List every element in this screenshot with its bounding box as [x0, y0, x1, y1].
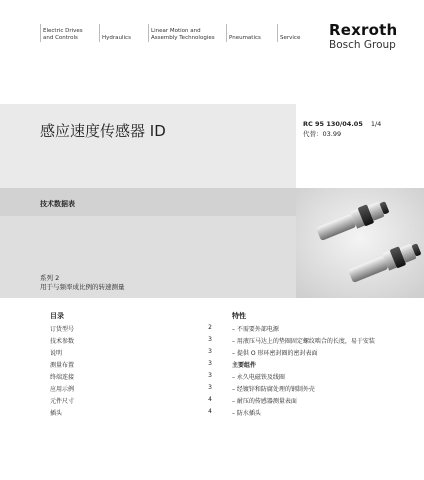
brand-name: Rexroth [329, 21, 398, 39]
contents-item-page: 3 [208, 336, 212, 343]
contents-title: 目录 [50, 312, 64, 320]
document-code [303, 120, 381, 128]
feature-item: – 提供 O 形环密封圈的密封表面 [232, 350, 318, 357]
replaces-note: 代替：03.99 [303, 130, 342, 138]
feature-item: – 用液压马达上的垫圈固定螺纹啮合的长度，易于安装 [232, 338, 375, 345]
contents-item-page: 3 [208, 348, 212, 355]
header-divider [226, 24, 227, 42]
header-bar [0, 0, 424, 88]
contents-item [50, 324, 212, 333]
contents-item-page: 3 [208, 360, 212, 367]
main-components-title: 主要组件 [232, 362, 257, 369]
contents-item-page: 2 [208, 324, 212, 331]
component-item: – 经镀锌和防腐处理的钢制外壳 [232, 386, 315, 393]
contents-item [50, 372, 212, 381]
header-divider [40, 24, 41, 42]
contents-item-label: 测量布置 [50, 362, 75, 369]
series-block [40, 274, 125, 291]
brand-group: Bosch Group [329, 39, 396, 51]
features-title: 特性 [232, 312, 246, 320]
contents-item-label: 插头 [50, 410, 63, 417]
title-code-area [296, 104, 424, 188]
contents-item [50, 384, 212, 393]
header-divider [277, 24, 278, 42]
header-divider [148, 24, 149, 42]
contents-item [50, 348, 212, 357]
data-sheet-label: 技术数据表 [40, 200, 75, 208]
contents-item [50, 396, 212, 405]
series-subtitle: 用于与频率成比例的转速测量 [40, 282, 125, 291]
contents-item [50, 336, 212, 345]
page-number: 1/4 [370, 120, 382, 128]
header-divider [99, 24, 100, 42]
series-label: 系列 2 [40, 274, 60, 282]
contents-item [50, 360, 212, 369]
contents-item-label: 订货型号 [50, 326, 75, 333]
contents-item-page: 3 [208, 384, 212, 391]
component-item: – 永久电磁铁及线圈 [232, 374, 285, 381]
contents-item [50, 408, 212, 417]
contents-item-label: 终端连接 [50, 374, 75, 381]
contents-item-page: 4 [208, 396, 212, 403]
speed-sensor-illustration [296, 188, 424, 298]
component-item: – 耐压的传感器测量表面 [232, 398, 297, 405]
category-linear-motion: Linear Motion and Assembly Technologies [151, 28, 215, 41]
page-title: 感应速度传感器 ID [40, 122, 166, 140]
contents-item-label: 元件尺寸 [50, 398, 75, 405]
category-hydraulics: Hydraulics [102, 35, 131, 41]
category-service: Service [280, 35, 301, 41]
speed-sensor-photo [296, 188, 424, 298]
contents-item-label: 应用示例 [50, 386, 75, 393]
feature-item: – 不需要外部电源 [232, 326, 279, 333]
contents-item-page: 3 [208, 372, 212, 379]
component-item: – 防水插头 [232, 410, 261, 417]
contents-item-label: 技术参数 [50, 338, 75, 345]
contents-item-page: 4 [208, 408, 212, 415]
contents-item-label: 说明 [50, 350, 63, 357]
category-electric-drives: Electric Drives and Controls [43, 28, 83, 41]
document-number: RC 95 130/04.05 [303, 120, 363, 128]
category-pneumatics: Pneumatics [229, 35, 261, 41]
brand-logo [329, 22, 409, 51]
